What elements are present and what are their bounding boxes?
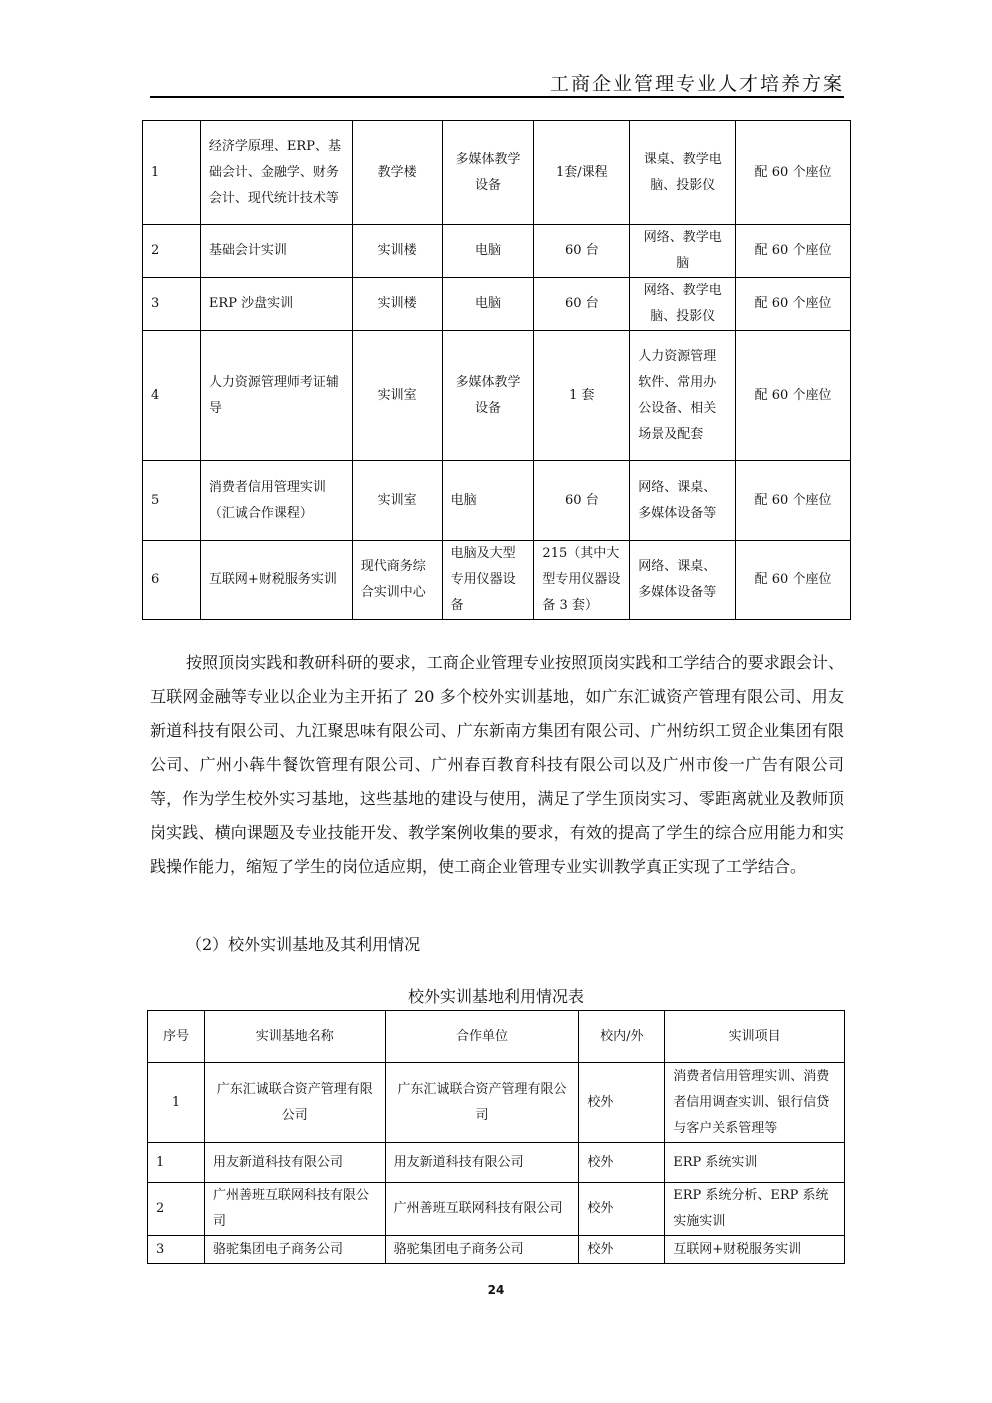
- table-row: [143, 541, 851, 620]
- table-cell: 广州善班互联网科技有限公司: [385, 1183, 579, 1236]
- table-row: [143, 121, 851, 225]
- table-cell: 广东汇诚联合资产管理有限公司: [385, 1063, 579, 1143]
- table-cell: 消费者信用管理实训、消费者信用调查实训、银行信贷与客户关系管理等: [665, 1063, 845, 1143]
- table-cell: 60 台: [534, 461, 630, 541]
- table-cell: 电脑: [442, 278, 534, 331]
- table-cell: 实训楼: [352, 278, 442, 331]
- training-room-table: [142, 120, 851, 620]
- table-cell: 配 60 个座位: [736, 121, 851, 225]
- table-cell: 网络、教学电脑: [630, 225, 736, 278]
- table-cell: 实训室: [352, 331, 442, 461]
- section-subheading: （2）校外实训基地及其利用情况: [186, 935, 421, 954]
- table-cell: 配 60 个座位: [736, 225, 851, 278]
- table-cell: ERP 沙盘实训: [200, 278, 352, 331]
- table-cell: 基础会计实训: [200, 225, 352, 278]
- table-row: [143, 331, 851, 461]
- column-header: 实训项目: [665, 1011, 845, 1063]
- table-cell: 电脑: [442, 461, 534, 541]
- page-header: 工商企业管理专业人才培养方案: [150, 72, 844, 98]
- table-cell: 骆驼集团电子商务公司: [385, 1236, 579, 1264]
- table-cell: 配 60 个座位: [736, 331, 851, 461]
- table-row: [148, 1236, 845, 1264]
- table-caption: 校外实训基地利用情况表: [407, 987, 584, 1006]
- table-cell: 现代商务综合实训中心: [352, 541, 442, 620]
- table-cell: 配 60 个座位: [736, 541, 851, 620]
- table-cell: 多媒体教学设备: [442, 331, 534, 461]
- table-cell: 用友新道科技有限公司: [385, 1143, 579, 1183]
- table-cell: 课桌、教学电脑、投影仪: [630, 121, 736, 225]
- table-cell: 教学楼: [352, 121, 442, 225]
- table-row: [143, 225, 851, 278]
- table-cell: 1: [148, 1143, 205, 1183]
- table-cell: 经济学原理、ERP、基础会计、金融学、财务会计、现代统计技术等: [200, 121, 352, 225]
- table-cell: 4: [143, 331, 201, 461]
- table-cell: 广东汇诚联合资产管理有限公司: [204, 1063, 385, 1143]
- table-cell: 5: [143, 461, 201, 541]
- table-cell: 电脑: [442, 225, 534, 278]
- table-cell: 用友新道科技有限公司: [204, 1143, 385, 1183]
- table-cell: 215（其中大型专用仪器设备 3 套）: [534, 541, 630, 620]
- table-cell: 6: [143, 541, 201, 620]
- table-cell: 多媒体教学设备: [442, 121, 534, 225]
- table-cell: 校外: [579, 1236, 665, 1264]
- table-cell: 1: [148, 1063, 205, 1143]
- table-cell: ERP 系统实训: [665, 1143, 845, 1183]
- table-cell: 网络、教学电脑、投影仪: [630, 278, 736, 331]
- table-cell: 人力资源管理软件、常用办公设备、相关场景及配套: [630, 331, 736, 461]
- table-cell: 配 60 个座位: [736, 461, 851, 541]
- table-cell: 实训室: [352, 461, 442, 541]
- table-cell: 1 套: [534, 331, 630, 461]
- column-header: 校内/外: [579, 1011, 665, 1063]
- off-campus-base-table: [147, 1010, 845, 1264]
- table-cell: 电脑及大型专用仪器设备: [442, 541, 534, 620]
- table-cell: 1: [143, 121, 201, 225]
- table-row: [143, 278, 851, 331]
- table-cell: 配 60 个座位: [736, 278, 851, 331]
- table-cell: 广州善班互联网科技有限公司: [204, 1183, 385, 1236]
- table-cell: 3: [148, 1236, 205, 1264]
- table-cell: 网络、课桌、多媒体设备等: [630, 461, 736, 541]
- table-cell: ERP 系统分析、ERP 系统实施实训: [665, 1183, 845, 1236]
- table-cell: 60 台: [534, 278, 630, 331]
- table-cell: 互联网+财税服务实训: [665, 1236, 845, 1264]
- table-cell: 互联网+财税服务实训: [200, 541, 352, 620]
- table-cell: 校外: [579, 1183, 665, 1236]
- table-row: [148, 1183, 845, 1236]
- table-cell: 3: [143, 278, 201, 331]
- table-header-row: [148, 1011, 845, 1063]
- table-cell: 校外: [579, 1063, 665, 1143]
- table-cell: 实训楼: [352, 225, 442, 278]
- table-row: [148, 1143, 845, 1183]
- page-number: 24: [487, 1283, 505, 1297]
- table-cell: 60 台: [534, 225, 630, 278]
- table-cell: 1套/课程: [534, 121, 630, 225]
- table-cell: 校外: [579, 1143, 665, 1183]
- table-cell: 人力资源管理师考证辅导: [200, 331, 352, 461]
- table-cell: 2: [148, 1183, 205, 1236]
- column-header: 合作单位: [385, 1011, 579, 1063]
- body-paragraph: 按照顶岗实践和教研科研的要求，工商企业管理专业按照顶岗实践和工学结合的要求跟会计、互联网金融等专业以企业为主开拓了 20 多个校外实训基地，如广东汇诚资产管理有限公司、用友新道科技有限公司、九江聚思味有限公司、广东新南方集团有限公司、广州纺织工贸企业集团有限公司、广州小犇牛餐饮管理有限公司、广州春百教育科技有限公司以及广州市俊一广告有限公司等，作为学生校外实习基地，这些基地的建设与使用，满足了学生顶岗实习、零距离就业及教师顶岗实践、横向课题及专业技能开发、教学案例收集的要求，有效的提高了学生的综合应用能力和实践操作能力，缩短了学生的岗位适应期，使工商企业管理专业实训教学真正实现了工学结合。: [150, 653, 844, 876]
- table-cell: 骆驼集团电子商务公司: [204, 1236, 385, 1264]
- column-header: 序号: [148, 1011, 205, 1063]
- table-cell: 消费者信用管理实训（汇诚合作课程）: [200, 461, 352, 541]
- table-cell: 2: [143, 225, 201, 278]
- table-cell: 网络、课桌、多媒体设备等: [630, 541, 736, 620]
- column-header: 实训基地名称: [204, 1011, 385, 1063]
- table-row: [148, 1063, 845, 1143]
- table-row: [143, 461, 851, 541]
